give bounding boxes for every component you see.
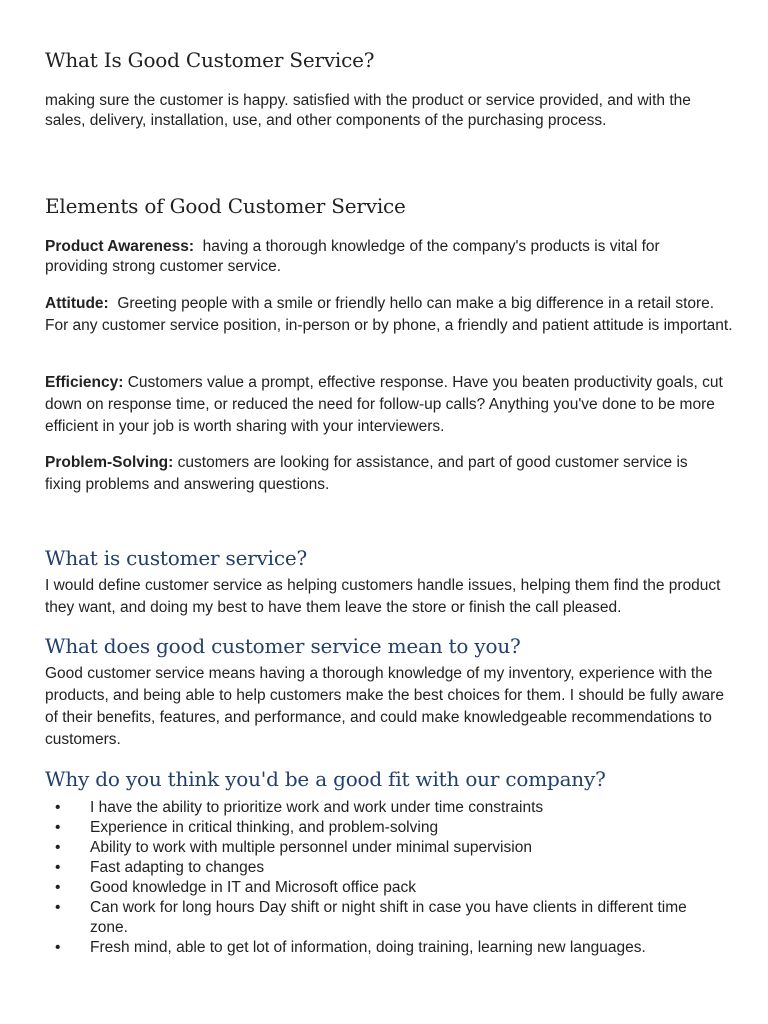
- list-item-text: Experience in critical thinking, and problem-solving: [90, 819, 439, 836]
- element-label: Efficiency:: [45, 374, 124, 391]
- list-item-text: Ability to work with multiple personnel under minimal supervision: [90, 839, 532, 856]
- list-item-text: I have the ability to prioritize work and work under time constraints: [90, 799, 544, 816]
- list-item: [45, 798, 735, 818]
- element-attitude: [45, 293, 735, 337]
- list-item: [45, 858, 735, 878]
- element-label: Attitude:: [45, 295, 109, 312]
- bullet-icon: •: [55, 879, 61, 896]
- heading-why-good-fit: Why do you think you'd be a good fit with our company?: [45, 767, 606, 791]
- list-item: [45, 878, 735, 898]
- heading-what-does-good-service-mean: What does good customer service mean to you?: [45, 634, 521, 658]
- bullet-icon: •: [55, 839, 61, 856]
- list-item: [45, 838, 735, 858]
- element-label: Problem-Solving:: [45, 454, 174, 471]
- element-text: Greeting people with a smile or friendly hello can make a big difference in a retail store. For any customer service position, in-person or by phone, a friendly and patient attitude is important.: [45, 295, 733, 334]
- bullet-icon: •: [55, 799, 61, 816]
- bullet-icon: •: [55, 819, 61, 836]
- list-item: [45, 818, 735, 838]
- list-item-text: Good knowledge in IT and Microsoft office pack: [90, 879, 416, 896]
- list-item: [45, 898, 735, 938]
- answer-what-does-good-service-mean: Good customer service means having a thorough knowledge of my inventory, experience with the products, and being able to help customers make the best choices for them. I should be fully aware of their benefits, features, and performance, and could make knowledgeable recommendations to customers.: [45, 665, 724, 748]
- list-item-text: Can work for long hours Day shift or night shift in case you have clients in different time zone.: [90, 899, 687, 936]
- element-label: Product Awareness:: [45, 238, 195, 255]
- good-fit-list: [45, 798, 735, 958]
- heading-what-is-good-customer-service: What Is Good Customer Service?: [45, 48, 375, 72]
- element-text: having a thorough knowledge of the company's products is vital for providing strong customer service.: [45, 238, 660, 275]
- element-product-awareness: [45, 237, 725, 277]
- element-efficiency: [45, 372, 725, 438]
- bullet-icon: •: [55, 899, 61, 916]
- bullet-icon: •: [55, 939, 61, 956]
- heading-elements-of-good-customer-service: Elements of Good Customer Service: [45, 194, 406, 218]
- element-text: Customers value a prompt, effective response. Have you beaten productivity goals, cut down on response time, or reduced the need for follow-up calls? Anything you've done to be more efficient in your job is worth sharing with your interviewers.: [45, 374, 723, 435]
- heading-what-is-customer-service: What is customer service?: [45, 546, 308, 570]
- list-item-text: Fast adapting to changes: [90, 859, 265, 876]
- list-item: [45, 938, 735, 958]
- bullet-icon: •: [55, 859, 61, 876]
- element-text: customers are looking for assistance, and part of good customer service is fixing problems and answering questions.: [45, 454, 688, 493]
- answer-what-is-customer-service: I would define customer service as helping customers handle issues, helping them find the product they want, and doing my best to have them leave the store or finish the call pleased.: [45, 577, 721, 616]
- element-problem-solving: [45, 452, 725, 496]
- good-service-definition: making sure the customer is happy. satisfied with the product or service provided, and with the sales, delivery, installation, use, and other components of the purchasing process.: [45, 92, 691, 129]
- list-item-text: Fresh mind, able to get lot of information, doing training, learning new languages.: [90, 939, 646, 956]
